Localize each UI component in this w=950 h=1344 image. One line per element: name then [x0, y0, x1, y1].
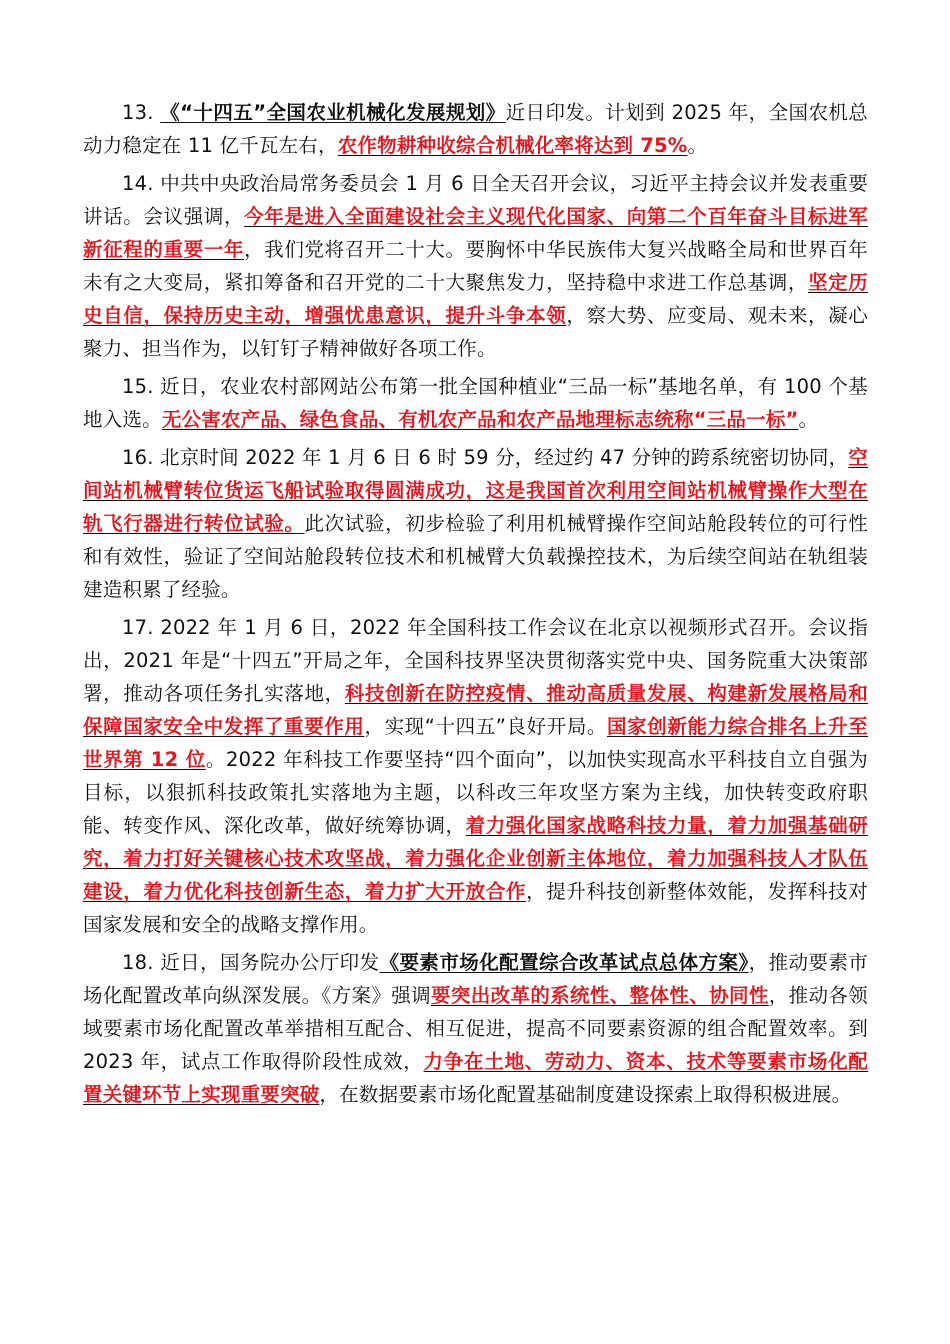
key-point: 国家创新能力综合排名上升至世界第 12 位 [83, 715, 868, 771]
news-item-18 [83, 946, 868, 1111]
key-point: 力争在土地、劳动力、资本、技术等要素市场化配置关键环节上实现重要突破 [83, 1050, 868, 1106]
text-segment: 。2022 年科技工作要坚持“四个面向”，以加快实现高水平科技自立自强为目标，以狠抓科技政策扎实落地为主题，以科改三年攻坚方案为主线，加快转变政府职能、转变作风、深化改革，做好统筹协调， [83, 748, 868, 837]
news-item-13 [83, 96, 868, 162]
text-segment: ，察大势、应变局、观未来，凝心聚力、担当作为，以钉钉子精神做好各项工作。 [83, 304, 868, 360]
text-segment: 17. 2022 年 1 月 6 日，2022 年全国科技工作会议在北京以视频形式召开。会议指出，2021 年是“十四五”开局之年，全国科技界坚决贯彻落实党中央、国务院重大决策部署，推动各项任务扎实落地， [83, 616, 868, 705]
key-point: 今年是进入全面建设社会主义现代化国家、向第二个百年奋斗目标进军新征程的重要一年 [83, 205, 868, 261]
text-segment: 15. 近日，农业农村部网站公布第一批全国种植业“三品一标”基地名单，有 100 个基地入选。 [83, 375, 868, 431]
document-title: 《“十四五”全国农业机械化发展规划》 [160, 101, 506, 124]
document-title: 《要素市场化配置综合改革试点总体方案》 [379, 951, 749, 974]
text-segment: ，在数据要素市场化配置基础制度建设探索上取得积极进展。 [319, 1083, 852, 1106]
news-item-15 [83, 370, 868, 436]
text-segment: ，实现“十四五”良好开局。 [364, 715, 608, 738]
text-segment: 。 [687, 134, 708, 157]
text-segment: ，推动各领域要素市场化配置改革举措相互配合、相互促进，提高不同要素资源的组合配置效率。到 2023 年，试点工作取得阶段性成效， [83, 984, 868, 1073]
key-point: 着力强化国家战略科技力量，着力加强基础研究，着力打好关键核心技术攻坚战，着力强化企业创新主体地位，着力加强科技人才队伍建设，着力优化科技创新生态，着力扩大开放合作 [83, 814, 868, 903]
text-segment: 此次试验，初步检验了利用机械臂操作空间站舱段转位的可行性和有效性，验证了空间站舱段转位技术和机械臂大负载操控技术，为后续空间站在轨组装建造积累了经验。 [83, 512, 868, 601]
text-segment: 14. 中共中央政治局常务委员会 1 月 6 日全天召开会议，习近平主持会议并发表重要讲话。会议强调， [83, 172, 868, 228]
key-point: 空间站机械臂转位货运飞船试验取得圆满成功，这是我国首次利用空间站机械臂操作大型在轨飞行器进行转位试验。 [83, 446, 868, 535]
text-segment: 。 [798, 408, 819, 431]
text-segment: 近日印发。计划到 2025 年，全国农机总动力稳定在 11 亿千瓦左右， [83, 101, 868, 157]
key-point: 要突出改革的系统性、整体性、协同性 [430, 984, 769, 1007]
document-page [83, 96, 868, 1116]
news-item-17 [83, 611, 868, 941]
text-segment: 16. 北京时间 2022 年 1 月 6 日 6 时 59 分，经过约 47 分钟的跨系统密切协同， [122, 446, 849, 469]
text-segment: ，我们党将召开二十大。要胸怀中华民族伟大复兴战略全局和世界百年未有之大变局，紧扣筹备和召开党的二十大聚焦发力，坚持稳中求进工作总基调， [83, 238, 868, 294]
text-segment: ，推动要素市场化配置改革向纵深发展。《方案》强调 [83, 951, 868, 1007]
text-segment: 18. 近日，国务院办公厅印发 [122, 951, 380, 974]
news-item-14 [83, 167, 868, 365]
key-point: 科技创新在防控疫情、推动高质量发展、构建新发展格局和保障国家安全中发挥了重要作用 [83, 682, 868, 738]
key-point: 坚定历史自信，保持历史主动，增强忧患意识，提升斗争本领 [83, 271, 868, 327]
key-point: 无公害农产品、绿色食品、有机农产品和农产品地理标志统称“三品一标” [161, 408, 799, 431]
text-segment: 13. [122, 101, 161, 124]
text-segment: ，提升科技创新整体效能，发挥科技对国家发展和安全的战略支撑作用。 [83, 880, 868, 936]
key-point: 农作物耕种收综合机械化率将达到 75% [337, 134, 688, 157]
news-item-16 [83, 441, 868, 606]
